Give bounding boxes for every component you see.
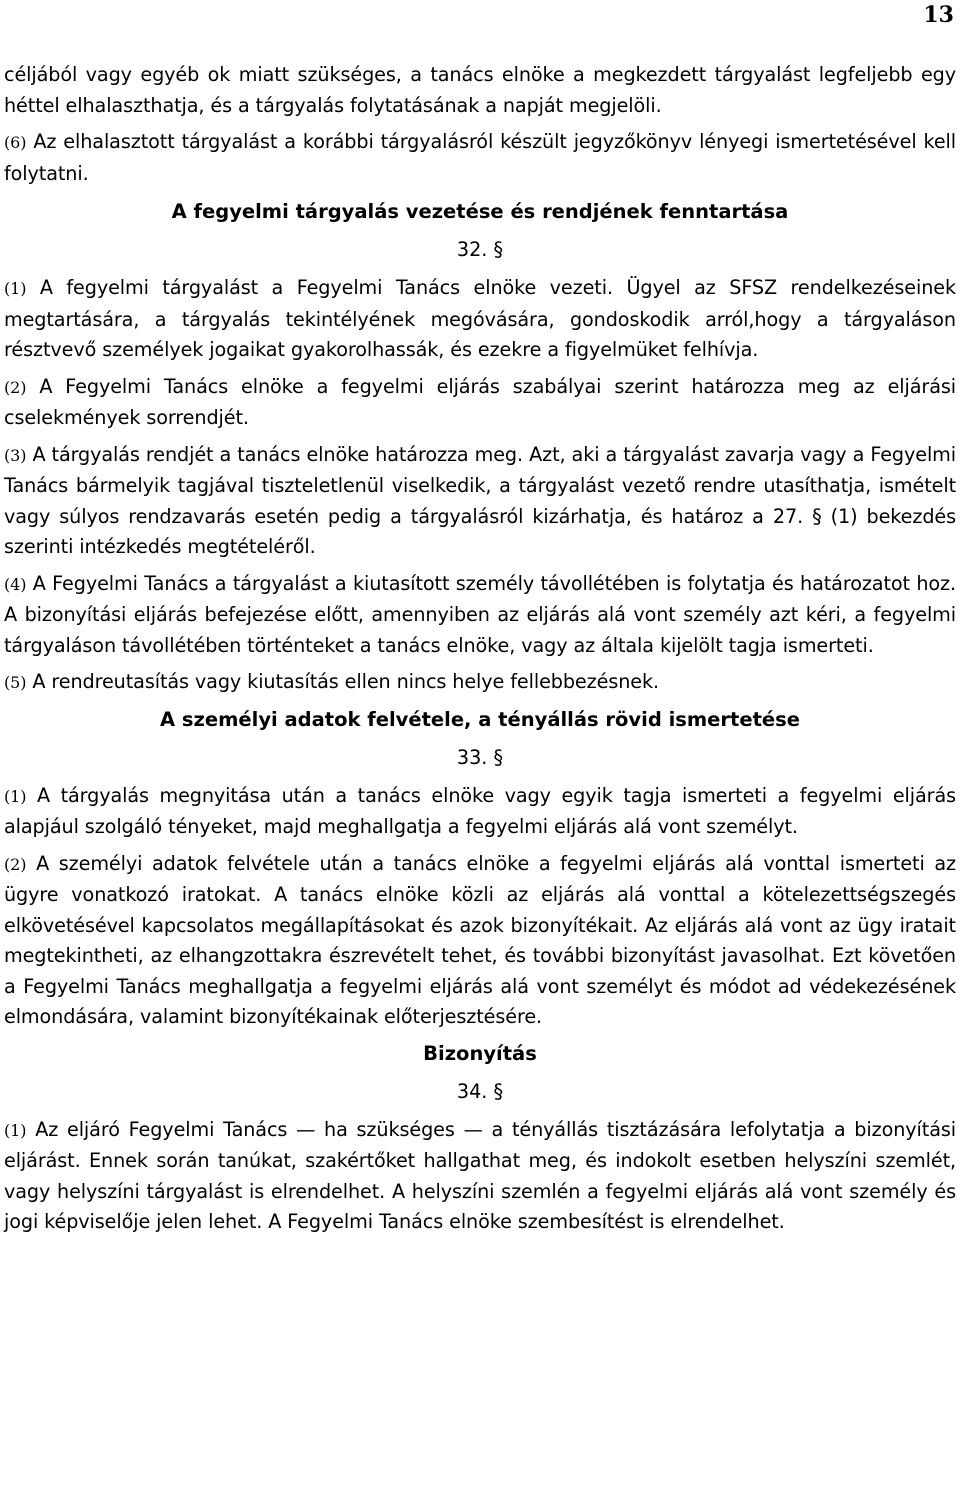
paragraph-text: A fegyelmi tárgyalást a Fegyelmi Tanács elnöke vezeti. Ügyel az SFSZ rendelkezéseinek megtartására, a tárgyalás tekintélyének megóvására, gondoskodik arról,hogy a tárgyaláson résztvevő személyek jogaikat gyakorolhassák, és ezekre a figyelmüket felhívja.: [4, 276, 957, 361]
paragraph-number: (2): [4, 854, 27, 874]
paragraph-text: A Fegyelmi Tanács a tárgyalást a kiutasított személy távollétében is folytatja és határozatot hoz. A bizonyítási eljárás befejezése előtt, amennyiben az eljárás alá vont személy azt kéri, a fegyelmi tárgyaláson távollétében történteket a tanács elnöke, vagy az általa kijelölt tagja ismerteti.: [4, 571, 956, 657]
paragraph-number: (5): [4, 673, 27, 692]
paragraph-number: (6): [4, 133, 27, 152]
paragraph-text: A rendreutasítás vagy kiutasítás ellen nincs helye fellebbezésnek.: [32, 670, 659, 693]
section-33-number: 33. §: [456, 745, 504, 769]
section-34-title: Bizonyítás: [423, 1041, 537, 1065]
section-32-paragraph-4: [4, 569, 956, 662]
section-33-paragraph-2: [4, 849, 956, 1033]
section-33-paragraph-1: [4, 781, 956, 843]
section-32-paragraph-1: [4, 273, 956, 366]
section-32-title: A fegyelmi tárgyalás vezetése és rendjének fenntartása: [171, 200, 789, 223]
paragraph-number: (1): [4, 279, 27, 298]
paragraph-text: Az elhalasztott tárgyalást a korábbi tárgyalásról készült jegyzőkönyv lényegi ismertetésével kell folytatni.: [4, 130, 957, 185]
section-32-paragraph-3: [4, 440, 956, 563]
section-32-paragraph-5: [4, 667, 956, 699]
document-body: [4, 60, 956, 1238]
paragraph-text: Az eljáró Fegyelmi Tanács — ha szükséges — a tényállás tisztázására lefolytatja a bizonyítási eljárást. Ennek során tanúkat, szakértőket hallgathat meg, és indokolt esetben helyszíni szemlét, vagy helyszíni tárgyalást is elrendelhet. A helyszíni szemlén a fegyelmi eljárás alá vont személy és jogi képviselője jelen lehet. A Fegyelmi Tanács elnöke szembesítést is elrendelhet.: [4, 1117, 956, 1233]
section-32-paragraph-2: [4, 372, 956, 434]
section-32-number: 32. §: [456, 238, 504, 261]
paragraph-text: A Fegyelmi Tanács elnöke a fegyelmi eljárás szabályai szerint határozza meg az eljárási cselekmények sorrendjét.: [4, 374, 957, 429]
paragraph-text: A tárgyalás rendjét a tanács elnöke határozza meg. Azt, aki a tárgyalást zavarja vagy a Fegyelmi Tanács bármelyik tagjával tiszteletlenül viselkedik, a tárgyalást vezető rendre utasíthatja, ismételt vagy súlyos rendzavarás esetén pedig a tárgyalásról kizárhatja, és határoz a 27. § (1) bekezdés szerinti intézkedés megtételéről.: [4, 442, 957, 558]
paragraph-number: (3): [4, 445, 27, 465]
intro-continuation: céljából vagy egyéb ok miatt szükséges, a tanács elnöke a megkezdett tárgyalást legfeljebb egy héttel elhalaszthatja, és a tárgyalás folytatásának a napját megjelöli.: [4, 63, 956, 117]
paragraph-text: A tárgyalás megnyitása után a tanács elnöke vagy egyik tagja ismerteti a fegyelmi eljárás alapjául szolgáló tényeket, majd meghallgatja a fegyelmi eljárás alá vont személyt.: [4, 783, 956, 838]
section-34-paragraph-1: [4, 1115, 956, 1238]
section-33-title: A személyi adatok felvétele, a tényállás rövid ismertetése: [160, 707, 800, 731]
paragraph-number: (2): [4, 377, 27, 397]
paragraph-number: (1): [4, 1120, 27, 1140]
paragraph-6: [4, 127, 956, 189]
page-number: 13: [923, 2, 954, 28]
paragraph-number: (4): [4, 574, 27, 594]
paragraph-text: A személyi adatok felvétele után a tanács elnöke a fegyelmi eljárás alá vonttal ismerteti az ügyre vonatkozó iratokat. A tanács elnöke közli az eljárás alá vonttal a kötelezettségszegés elkövetésével kapcsolatos megállapításokat és azok bizonyítékait. Az eljárás alá vont az ügy iratait megtekintheti, az elhangzottakra észrevételt tehet, és további bizonyítást javasolhat. Ezt követően a Fegyelmi Tanács meghallgatja a fegyelmi eljárás alá vont személyt és módot ad védekezésének elmondására, valamint bizonyítékainak előterjesztésére.: [4, 851, 957, 1028]
paragraph-number: (1): [4, 786, 27, 806]
section-34-number: 34. §: [456, 1079, 504, 1103]
